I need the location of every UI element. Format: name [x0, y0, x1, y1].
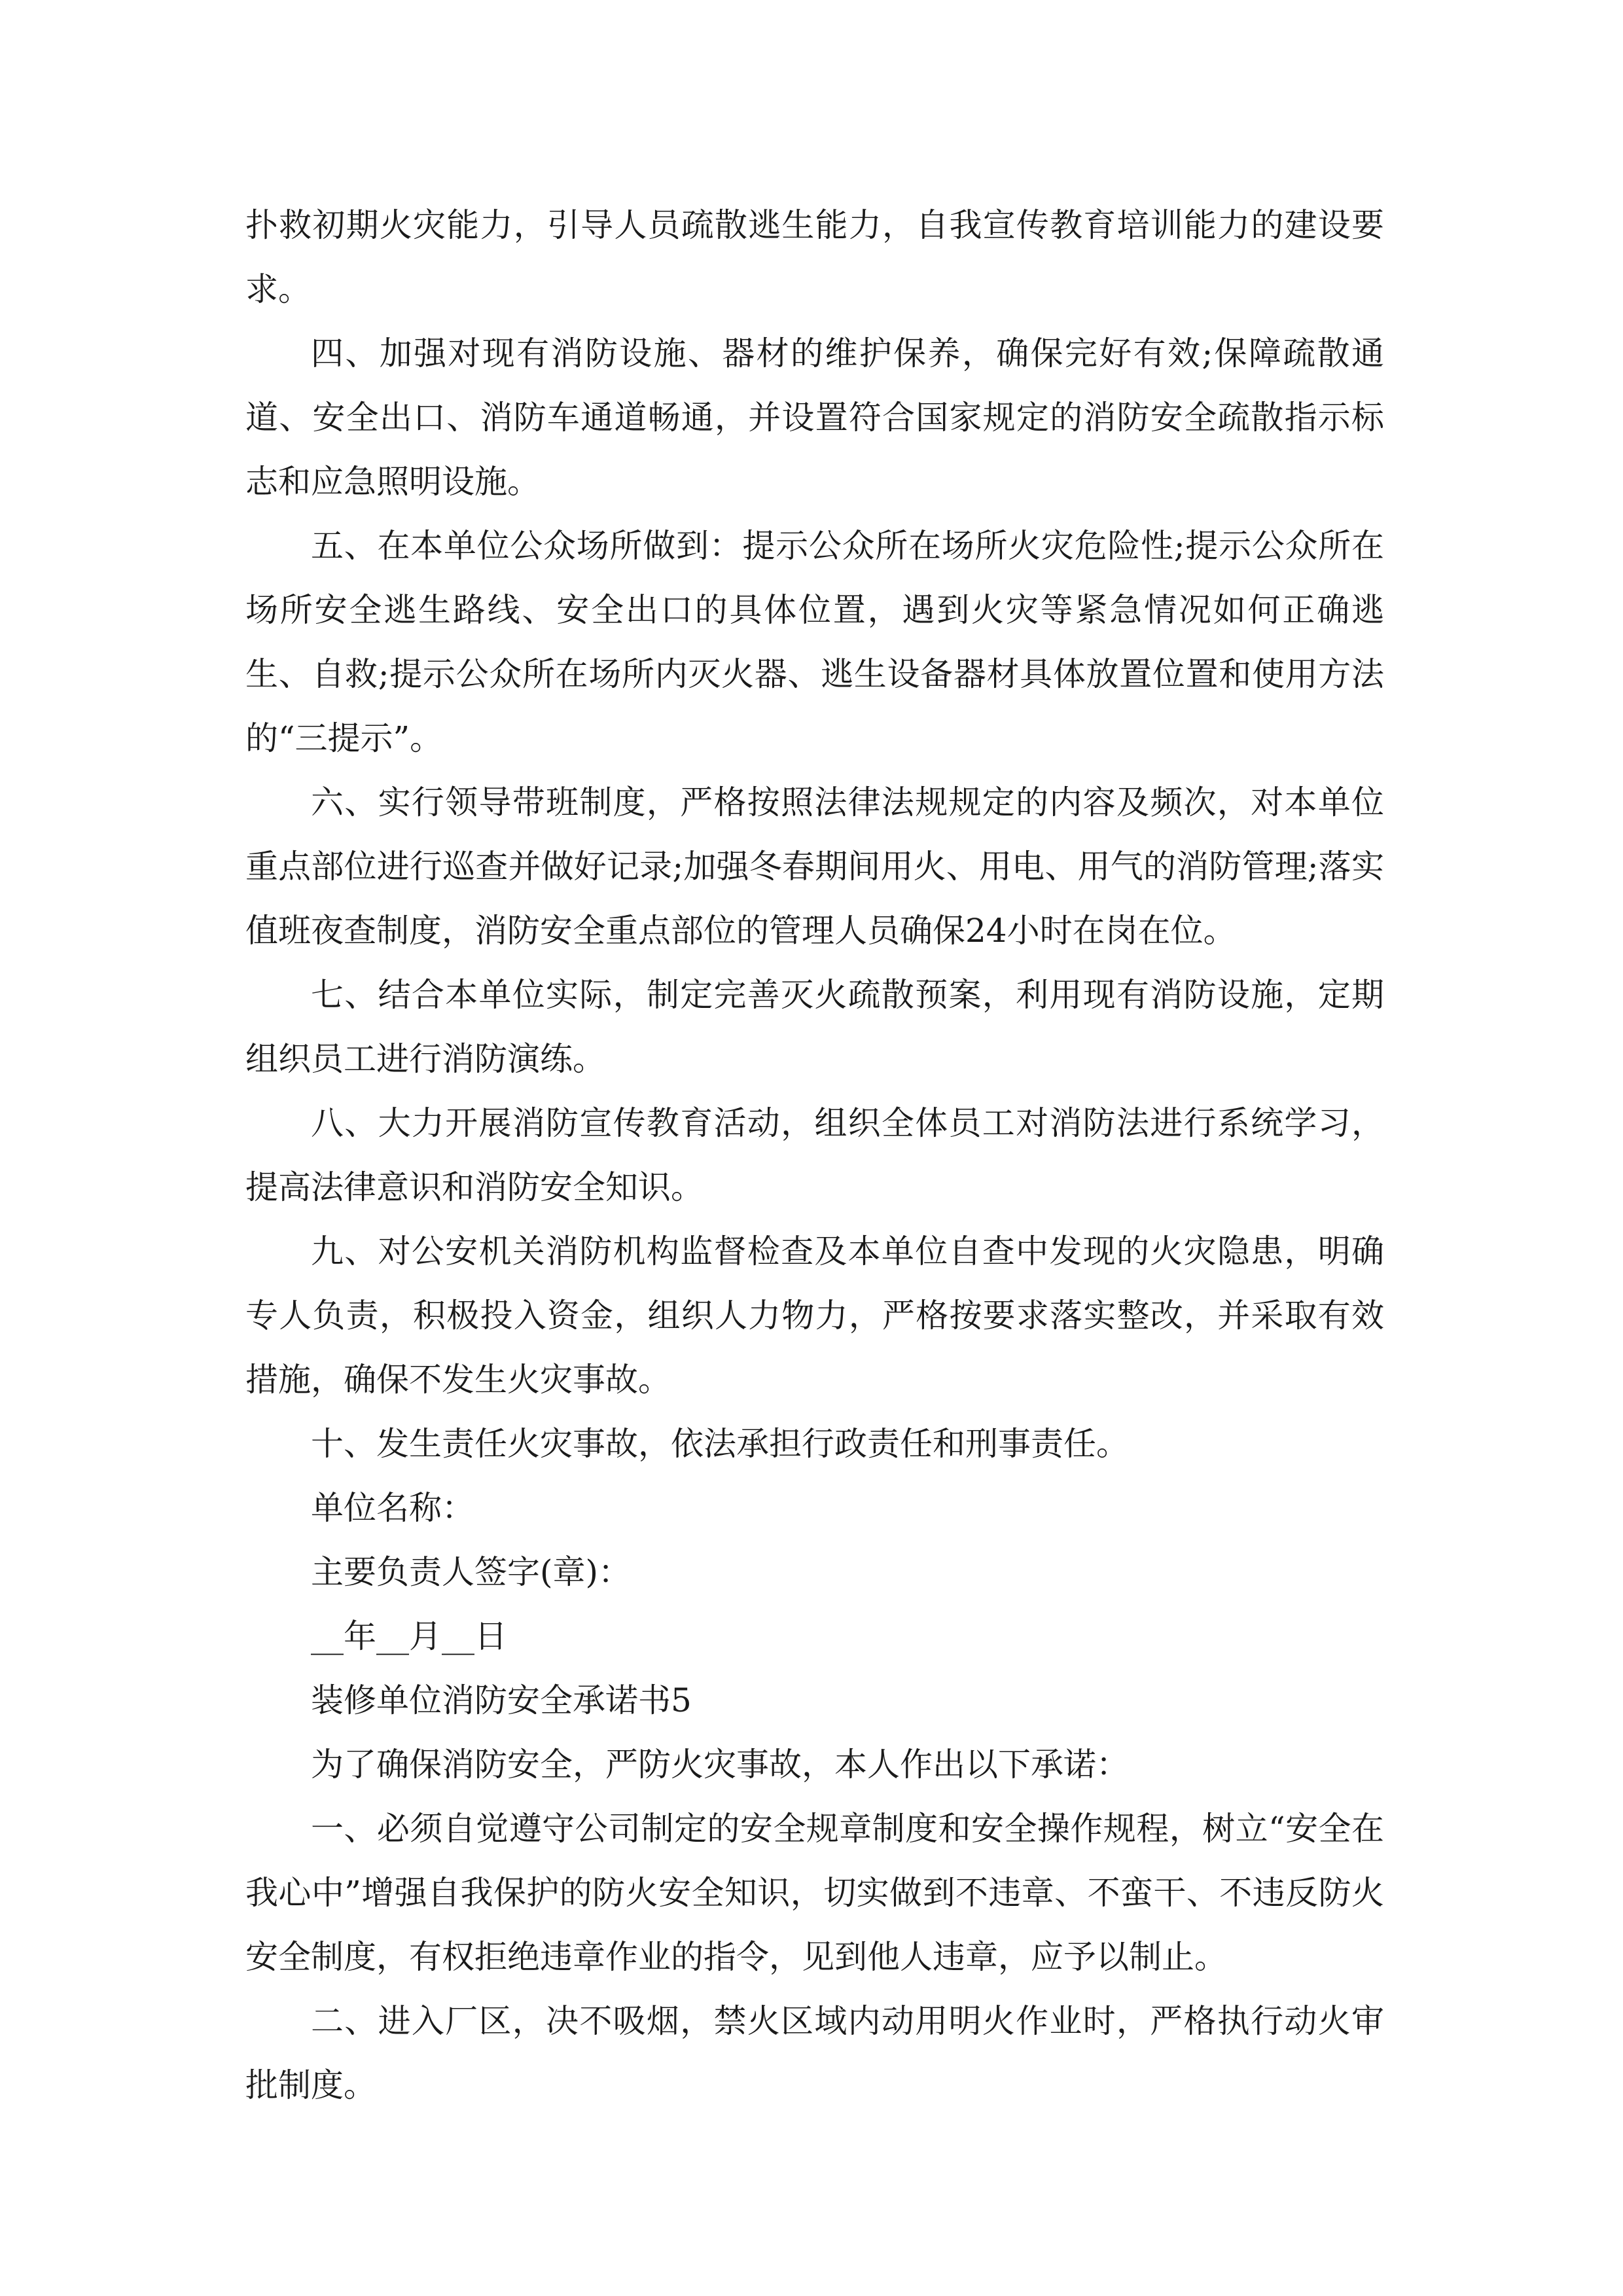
paragraph-item-9: 九、对公安机关消防机构监督检查及本单位自查中发现的火灾隐患，明确专人负责，积极投入资金，组织人力物力，严格按要求落实整改，并采取有效措施，确保不发生火灾事故。	[245, 1232, 1384, 1399]
unit-name-label: 单位名称：	[311, 1489, 474, 1527]
paragraph-item-8: 八、大力开展消防宣传教育活动，组织全体员工对消防法进行系统学习，提高法律意识和消防安全知识。	[245, 1104, 1384, 1206]
paragraph-item-7: 七、结合本单位实际，制定完善灭火疏散预案，利用现有消防设施，定期组织员工进行消防演练。	[245, 976, 1384, 1078]
pledge-intro: 为了确保消防安全，严防火灾事故，本人作出以下承诺：	[311, 1746, 1129, 1784]
pledge-item-1: 一、必须自觉遵守公司制定的安全规章制度和安全操作规程，树立“安全在我心中”增强自我保护的防火安全知识，切实做到不违章、不蛮干、不违反防火安全制度，有权拒绝违章作业的指令，见到他人违章，应予以制止。	[245, 1810, 1384, 1976]
pledge-item-2: 二、进入厂区，决不吸烟，禁火区域内动用明火作业时，严格执行动火审批制度。	[245, 2002, 1384, 2104]
section-title: 装修单位消防安全承诺书5	[311, 1681, 692, 1719]
document-body	[245, 193, 1384, 2117]
paragraph-item-5: 五、在本单位公众场所做到：提示公众所在场所火灾危险性;提示公众所在场所安全逃生路线、安全出口的具体位置，遇到火灾等紧急情况如何正确逃生、自救;提示公众所在场所内灭火器、逃生设备器材具体放置位置和使用方法的“三提示”。	[245, 527, 1384, 757]
paragraph-item-6: 六、实行领导带班制度，严格按照法律法规规定的内容及频次，对本单位重点部位进行巡查并做好记录;加强冬春期间用火、用电、用气的消防管理;落实值班夜查制度，消防安全重点部位的管理人员确保24小时在岗在位。	[245, 783, 1384, 950]
paragraph-item-10: 十、发生责任火灾事故，依法承担行政责任和刑事责任。	[311, 1425, 1129, 1463]
paragraph-item-4: 四、加强对现有消防设施、器材的维护保养，确保完好有效;保障疏散通道、安全出口、消防车通道畅通，并设置符合国家规定的消防安全疏散指示标志和应急照明设施。	[245, 334, 1384, 501]
paragraph-continuation: 扑救初期火灾能力，引导人员疏散逃生能力，自我宣传教育培训能力的建设要求。	[245, 206, 1384, 308]
signature-label: 主要负责人签字(章)：	[311, 1553, 632, 1591]
date-line: __年__月__日	[311, 1617, 507, 1655]
